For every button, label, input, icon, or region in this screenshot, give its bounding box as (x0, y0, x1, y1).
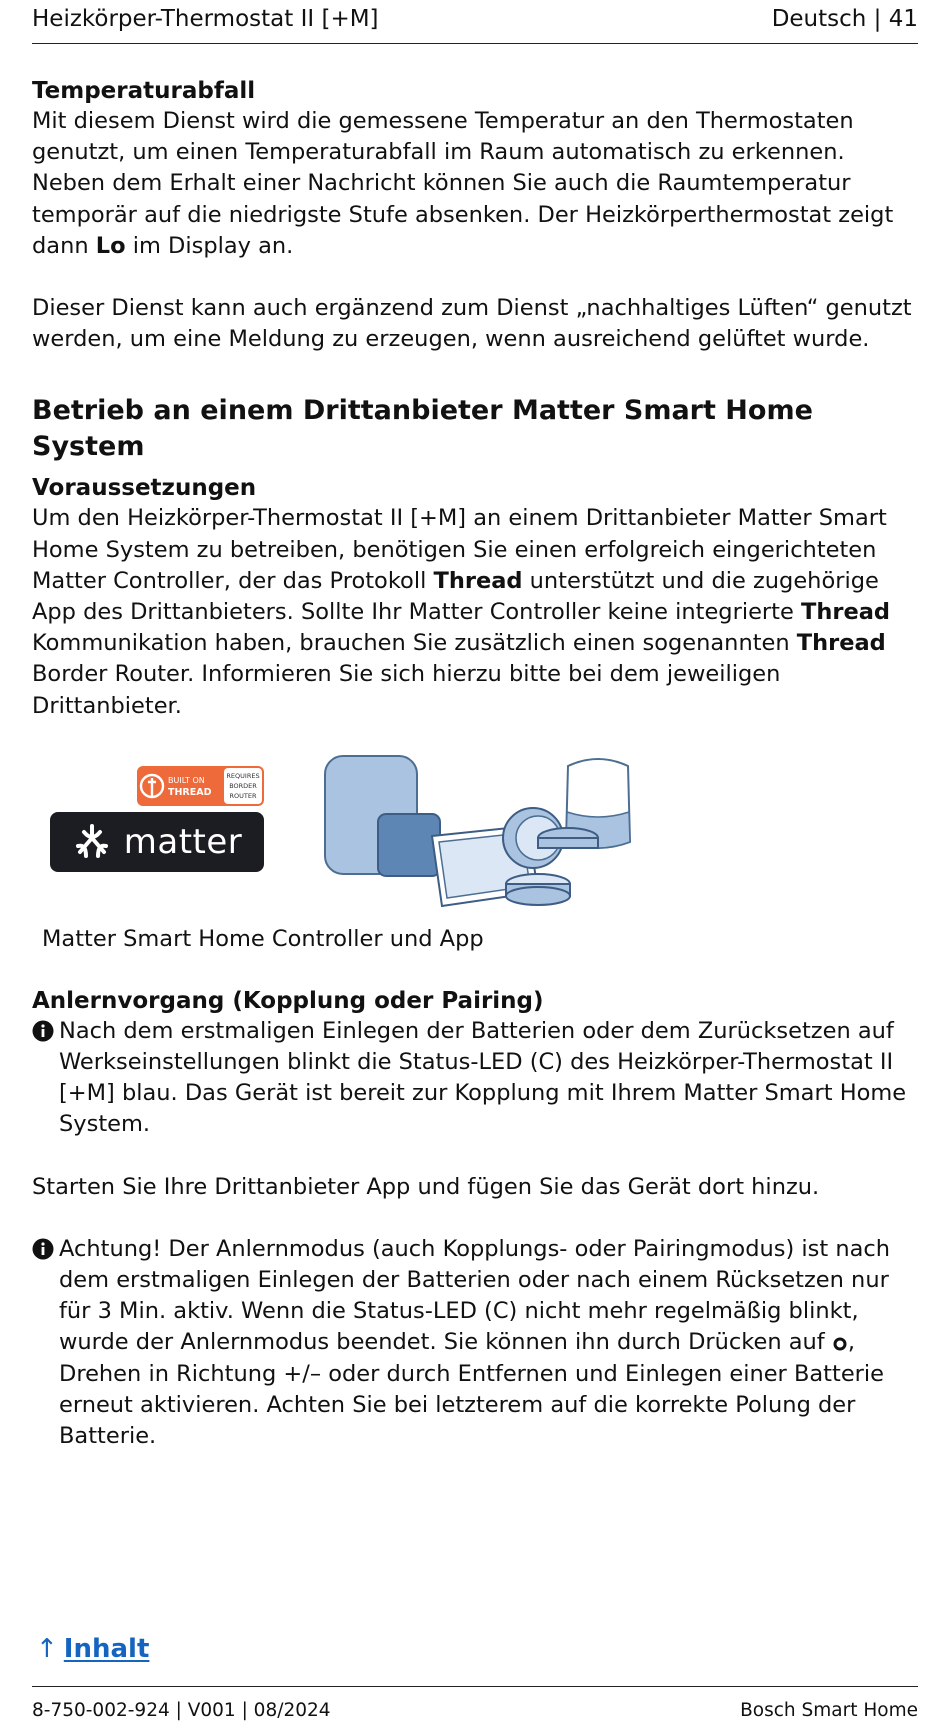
svg-text:BORDER: BORDER (229, 781, 257, 790)
footer-doc-number: 8-750-002-924 | V001 | 08/2024 (32, 1700, 331, 1721)
toc-link-label[interactable]: Inhalt (63, 1634, 150, 1664)
paragraph-voraussetzungen: Um den Heizkörper-Thermostat II [+M] an einem Drittanbieter Matter Smart Home System zu betreiben, benötigen Sie einen erfolgreich eingerichteten Matter Controller, der das Protokoll Thread unterstützt und die zugehörige App des Drittanbieters. Sollte Ihr Matter Controller keine integrierte Thread Kommunikation haben, brauchen Sie zusätzlich einen sogenannten Thread Border Router. Informieren Sie sich hierzu bitte bei dem jeweiligen Drittanbieter. (32, 505, 890, 719)
page-footer (32, 1686, 918, 1723)
header-page-number: Deutsch | 41 (771, 6, 918, 32)
figure-caption: Matter Smart Home Controller und App (42, 925, 484, 952)
header-doc-title: Heizkörper-Thermostat II [+M] (32, 6, 379, 32)
info-icon (32, 1020, 54, 1042)
matter-star-icon (72, 822, 112, 862)
paragraph-lueften: Dieser Dienst kann auch ergänzend zum Dienst „nachhaltiges Lüften“ genutzt werden, um eine Meldung zu erzeugen, wenn ausreichend gelüftet wurde. (32, 295, 912, 353)
footer-brand: Bosch Smart Home (740, 1700, 918, 1721)
info-note-2: Achtung! Der Anlernmodus (auch Kopplungs- oder Pairingmodus) ist nach dem erstmaligen Einlegen der Batterien oder nach einem Rücksetzen nur für 3 Min. aktiv. Wenn die Status-LED (C) nicht mehr regelmäßig blinkt, wurde der Anlernmodus beendet. Sie können ihn durch Drücken auf , Drehen in Richtung +/– oder durch Entfernen und Einlegen einer Batterie erneut aktivieren. Achten Sie bei letzterem auf die korrekte Polung der Batterie. (32, 1234, 922, 1452)
info-note-1: Nach dem erstmaligen Einlegen der Batterien oder dem Zurücksetzen auf Werkseinstellungen blinkt die Status-LED (C) des Heizkörper-Thermostat II [+M] blau. Das Gerät ist bereit zur Kopplung mit Ihrem Matter Smart Home System. (32, 1016, 922, 1141)
page-content (32, 76, 922, 1452)
section-title-matter: Betrieb an einem Drittanbieter Matter Smart Home System (32, 395, 813, 463)
svg-text:BUILT ON: BUILT ON (168, 775, 205, 785)
matter-controller-figure (32, 752, 922, 922)
toc-link[interactable] (36, 1632, 149, 1666)
svg-text:REQUIRES: REQUIRES (226, 771, 260, 780)
smart-home-devices-image (290, 752, 660, 922)
section-title-anlernvorgang: Anlernvorgang (Kopplung oder Pairing) (32, 987, 544, 1014)
svg-text:ROUTER: ROUTER (229, 791, 257, 800)
thread-logo (137, 766, 264, 806)
paragraph-app-starten: Starten Sie Ihre Drittanbieter App und fügen Sie das Gerät dort hinzu. (32, 1173, 820, 1200)
page-header (32, 4, 918, 44)
section-title-temperaturabfall: Temperaturabfall (32, 78, 256, 104)
paragraph-temperaturabfall: Mit diesem Dienst wird die gemessene Temperatur an den Thermostaten genutzt, um einen Temperaturabfall im Raum automatisch zu erkennen. Neben dem Erhalt einer Nachricht können Sie auch die Raumtemperatur temporär auf die niedrigste Stufe absenken. Der Heizkörperthermostat zeigt dann Lo im Display an. (32, 108, 894, 259)
button-o-icon (832, 1335, 848, 1351)
arrow-up-icon: ↑ (36, 1634, 58, 1664)
svg-text:THREAD: THREAD (168, 786, 212, 798)
info-icon (32, 1238, 54, 1260)
subsection-title-voraussetzungen: Voraussetzungen (32, 475, 257, 502)
matter-logo: matter (50, 812, 264, 872)
